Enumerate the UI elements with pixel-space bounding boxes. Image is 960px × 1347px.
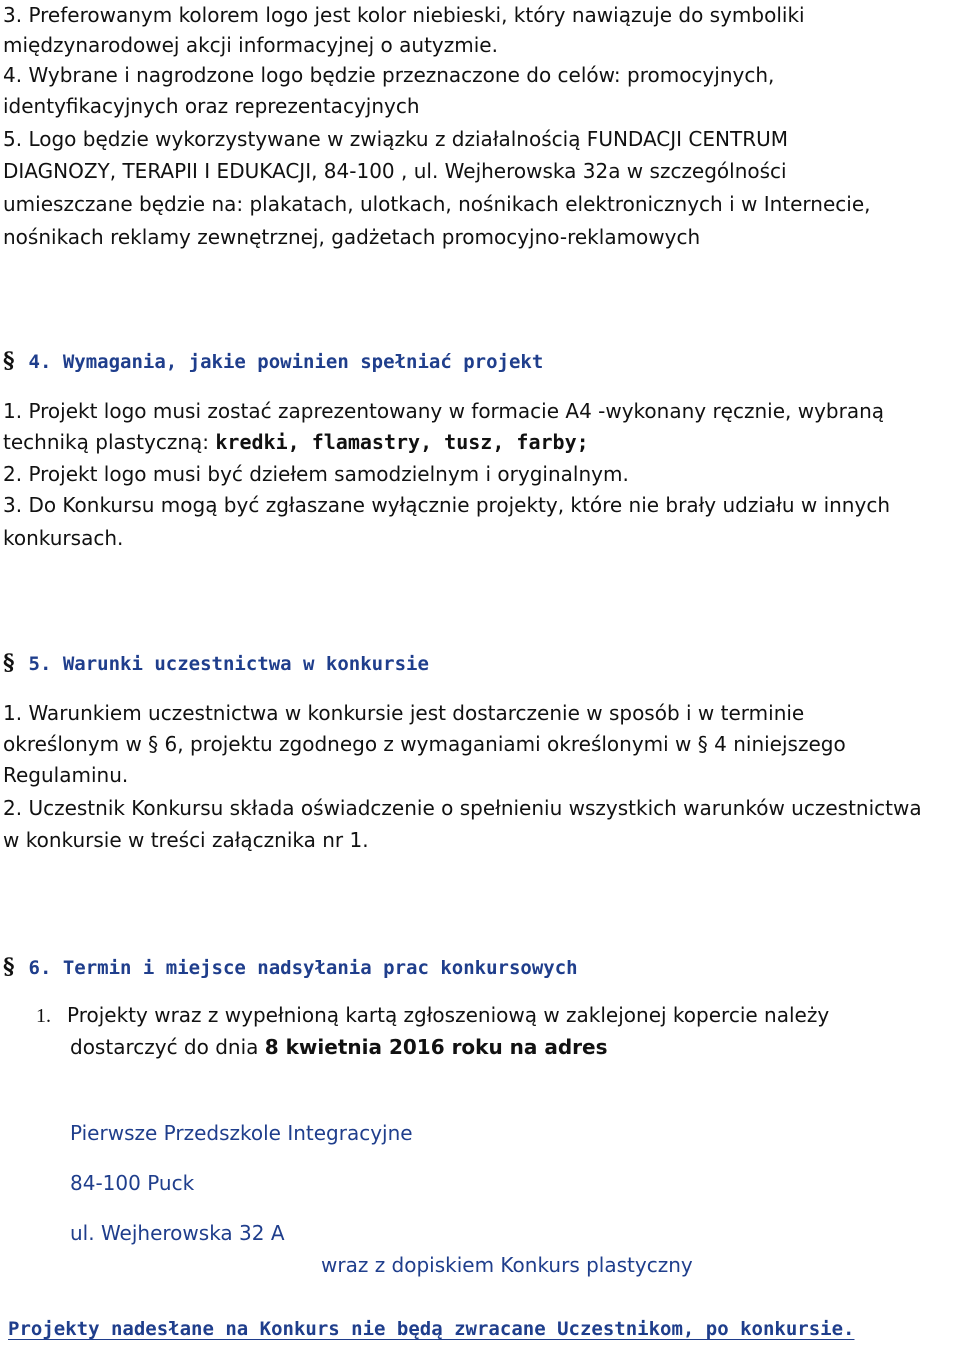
- footer-notice: Projekty nadesłane na Konkurs nie będą zwracane Uczestnikom, po konkursie.: [8, 1318, 855, 1340]
- address-line: ul. Wejherowska 32 A: [70, 1221, 285, 1245]
- section-title: 5. Warunki uczestnictwa w konkursie: [28, 653, 429, 675]
- section-title: 6. Termin i miejsce nadsyłania prac konkursowych: [28, 957, 578, 979]
- section-symbol: §: [3, 650, 15, 676]
- paragraph-line: 2. Projekt logo musi być dziełem samodzielnym i oryginalnym.: [3, 462, 629, 486]
- section-heading-5: [3, 648, 429, 679]
- paragraph-line: [70, 1032, 608, 1062]
- paragraph-line: [3, 427, 589, 457]
- address-note: wraz z dopiskiem Konkurs plastyczny: [321, 1253, 693, 1277]
- paragraph-line: 1. Projekt logo musi zostać zaprezentowany w formacie A4 -wykonany ręcznie, wybraną: [3, 399, 885, 423]
- techniques-bold: kredki, flamastry, tusz, farby;: [215, 430, 589, 454]
- section-heading-6: [3, 952, 578, 983]
- address-line: 84-100 Puck: [70, 1171, 195, 1195]
- paragraph-line: Regulaminu.: [3, 763, 129, 787]
- paragraph-line: nośnikach reklamy zewnętrznej, gadżetach promocyjno-reklamowych: [3, 225, 701, 249]
- address-line: Pierwsze Przedszkole Integracyjne: [70, 1121, 413, 1145]
- list-item-text: Projekty wraz z wypełnioną kartą zgłoszeniową w zaklejonej kopercie należy: [67, 1003, 830, 1027]
- deadline-bold: 8 kwietnia 2016 roku na adres: [264, 1035, 608, 1059]
- paragraph-line: 2. Uczestnik Konkursu składa oświadczenie o spełnieniu wszystkich warunków uczestnictwa: [3, 796, 922, 820]
- paragraph-line: 3. Do Konkursu mogą być zgłaszane wyłącznie projekty, które nie brały udziału w innych: [3, 493, 890, 517]
- paragraph-line: określonym w § 6, projektu zgodnego z wymaganiami określonymi w § 4 niniejszego: [3, 732, 846, 756]
- paragraph-line: w konkursie w treści załącznika nr 1.: [3, 828, 369, 852]
- section-symbol: §: [3, 348, 15, 374]
- section-heading-4: [3, 346, 543, 377]
- list-item: [36, 1000, 829, 1031]
- paragraph-line: DIAGNOZY, TERAPII I EDUKACJI, 84-100 , ul. Wejherowska 32a w szczególności: [3, 159, 787, 183]
- section-title: 4. Wymagania, jakie powinien spełniać projekt: [28, 351, 544, 373]
- paragraph-line: umieszczane będzie na: plakatach, ulotkach, nośnikach elektronicznych i w Internecie,: [3, 192, 871, 216]
- paragraph-line: międzynarodowej akcji informacyjnej o autyzmie.: [3, 33, 498, 57]
- list-item-number: 1.: [36, 1005, 51, 1027]
- section-symbol: §: [3, 954, 15, 980]
- paragraph-line: identyfikacyjnych oraz reprezentacyjnych: [3, 94, 420, 118]
- paragraph-line: 5. Logo będzie wykorzystywane w związku z działalnością FUNDACJI CENTRUM: [3, 127, 788, 151]
- paragraph-line: 4. Wybrane i nagrodzone logo będzie przeznaczone do celów: promocyjnych,: [3, 63, 775, 87]
- line-text: techniką plastyczną:: [3, 430, 216, 454]
- paragraph-line: 1. Warunkiem uczestnictwa w konkursie jest dostarczenie w sposób i w terminie: [3, 701, 805, 725]
- paragraph-line: konkursach.: [3, 526, 124, 550]
- paragraph-line: 3. Preferowanym kolorem logo jest kolor niebieski, który nawiązuje do symboliki: [3, 3, 805, 27]
- line-text: dostarczyć do dnia: [70, 1035, 265, 1059]
